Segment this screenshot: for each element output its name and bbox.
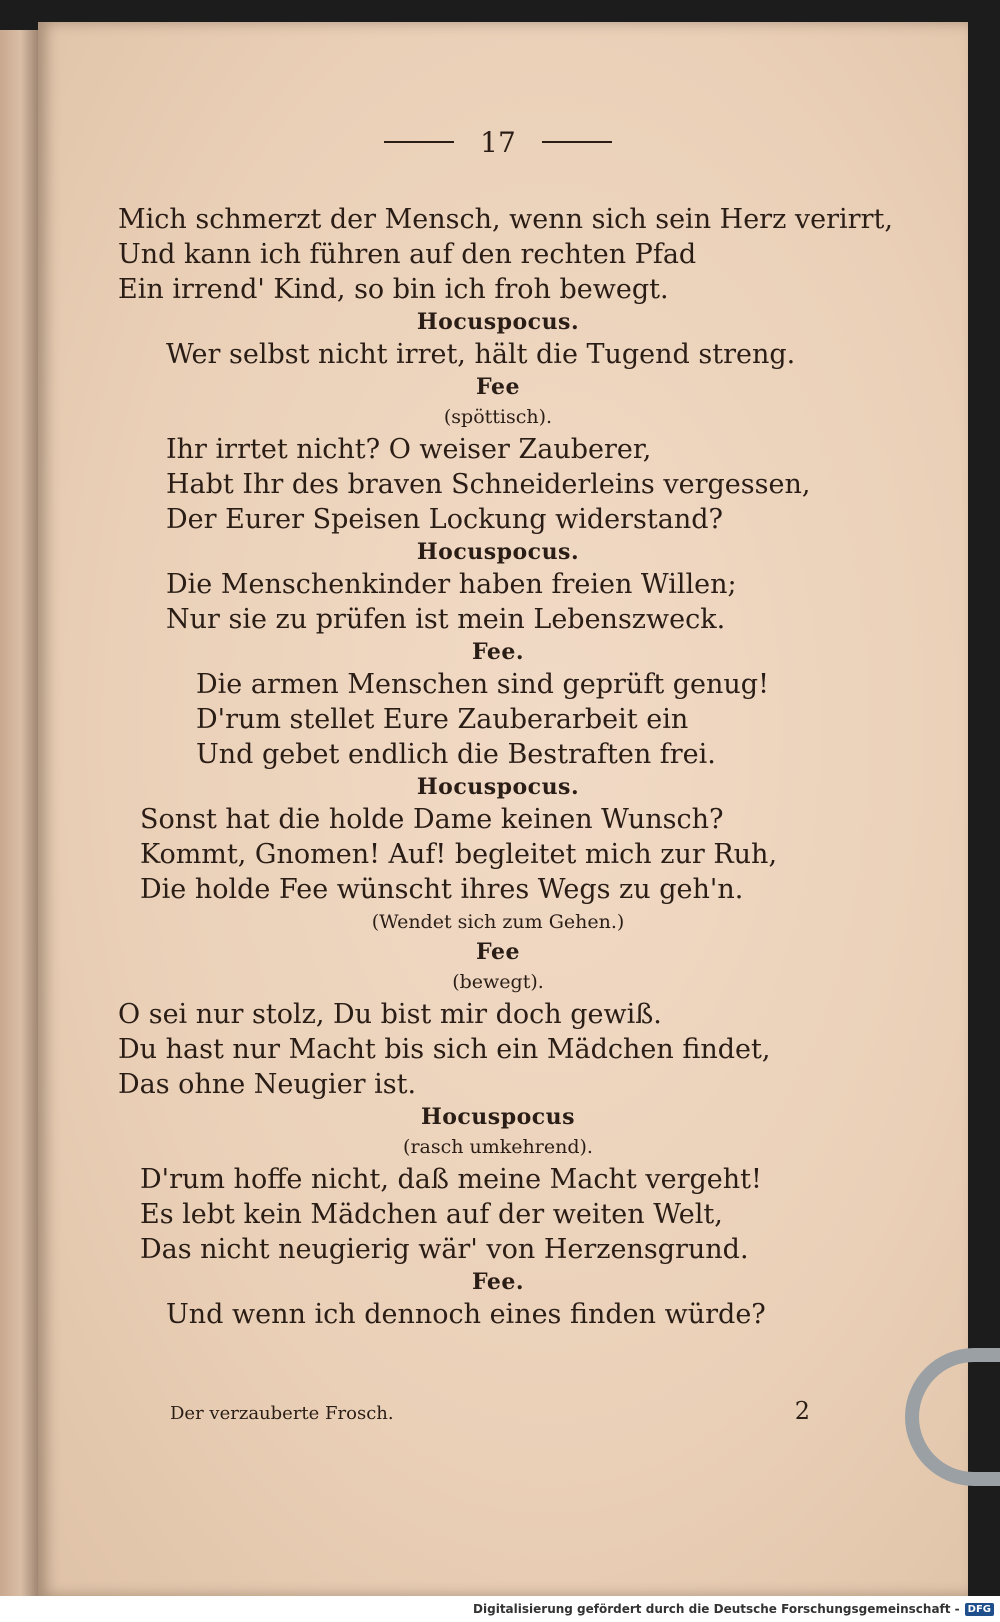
banner-text: Digitalisierung gefördert durch die Deutsche Forschungsgemeinschaft -	[473, 1602, 960, 1616]
verse-line: Mich schmerzt der Mensch, wenn sich sein Herz verirrt,	[118, 204, 893, 235]
verse-line: Die Menschenkinder haben freien Willen;	[166, 569, 737, 600]
speaker-name: Hocuspocus.	[416, 774, 580, 800]
verse-line: Es lebt kein Mädchen auf der weiten Welt,	[140, 1199, 723, 1230]
speaker-name: Hocuspocus	[420, 1104, 576, 1130]
header-rule-left	[384, 141, 454, 143]
stage-direction: (rasch umkehrend).	[403, 1136, 593, 1158]
verse-line: D'rum hoffe nicht, daß meine Macht vergeht!	[140, 1164, 762, 1195]
stage-direction: (bewegt).	[452, 971, 544, 993]
stage-direction: (spöttisch).	[443, 406, 553, 428]
verse-line: Und kann ich führen auf den rechten Pfad	[118, 239, 697, 270]
book-page	[38, 22, 968, 1596]
verse-line: Du hast nur Macht bis sich ein Mädchen findet,	[118, 1034, 771, 1065]
verse-line: Kommt, Gnomen! Auf! begleitet mich zur Ruh,	[140, 839, 778, 870]
verse-line: Und gebet endlich die Bestraften frei.	[196, 739, 716, 770]
speaker-name: Hocuspocus.	[416, 539, 580, 565]
stage-direction: (Wendet sich zum Gehen.)	[371, 911, 625, 933]
page-content	[118, 22, 893, 1596]
printer-signature: Der verzauberte Frosch.	[170, 1403, 394, 1424]
speaker-name: Fee.	[471, 639, 525, 665]
verse-line: Wer selbst nicht irret, hält die Tugend streng.	[166, 339, 796, 370]
verse-line: Ihr irrtet nicht? O weiser Zauberer,	[166, 434, 652, 465]
verse-line: O sei nur stolz, Du bist mir doch gewiß.	[118, 999, 662, 1030]
speaker-name: Fee.	[471, 1269, 525, 1295]
dfg-logo: DFG	[965, 1603, 994, 1616]
speaker-name: Fee	[476, 939, 520, 965]
page-header	[118, 122, 878, 162]
verse-line: Habt Ihr des braven Schneiderleins vergessen,	[166, 469, 811, 500]
verse-line: Und wenn ich dennoch eines finden würde?	[166, 1299, 766, 1330]
verse-line: Nur sie zu prüfen ist mein Lebenszweck.	[166, 604, 726, 635]
verse-line: Das nicht neugierig wär' von Herzensgrund.	[140, 1234, 749, 1265]
verse-line: D'rum stellet Eure Zauberarbeit ein	[196, 704, 689, 735]
sheet-number: 2	[794, 1397, 810, 1425]
verse-line: Das ohne Neugier ist.	[118, 1069, 417, 1100]
verse-line: Die holde Fee wünscht ihres Wegs zu geh'n.	[140, 874, 744, 905]
verse-line: Der Eurer Speisen Lockung widerstand?	[166, 504, 723, 535]
page-footer	[170, 1397, 810, 1425]
page-number: 17	[480, 125, 516, 159]
speaker-name: Fee	[476, 374, 520, 400]
header-rule-right	[542, 141, 612, 143]
play-text	[118, 202, 893, 1332]
speaker-name: Hocuspocus.	[416, 309, 580, 335]
digitization-banner	[0, 1596, 1000, 1622]
verse-line: Sonst hat die holde Dame keinen Wunsch?	[140, 804, 724, 835]
verse-line: Die armen Menschen sind geprüft genug!	[196, 669, 769, 700]
verse-line: Ein irrend' Kind, so bin ich froh bewegt.	[118, 274, 669, 305]
